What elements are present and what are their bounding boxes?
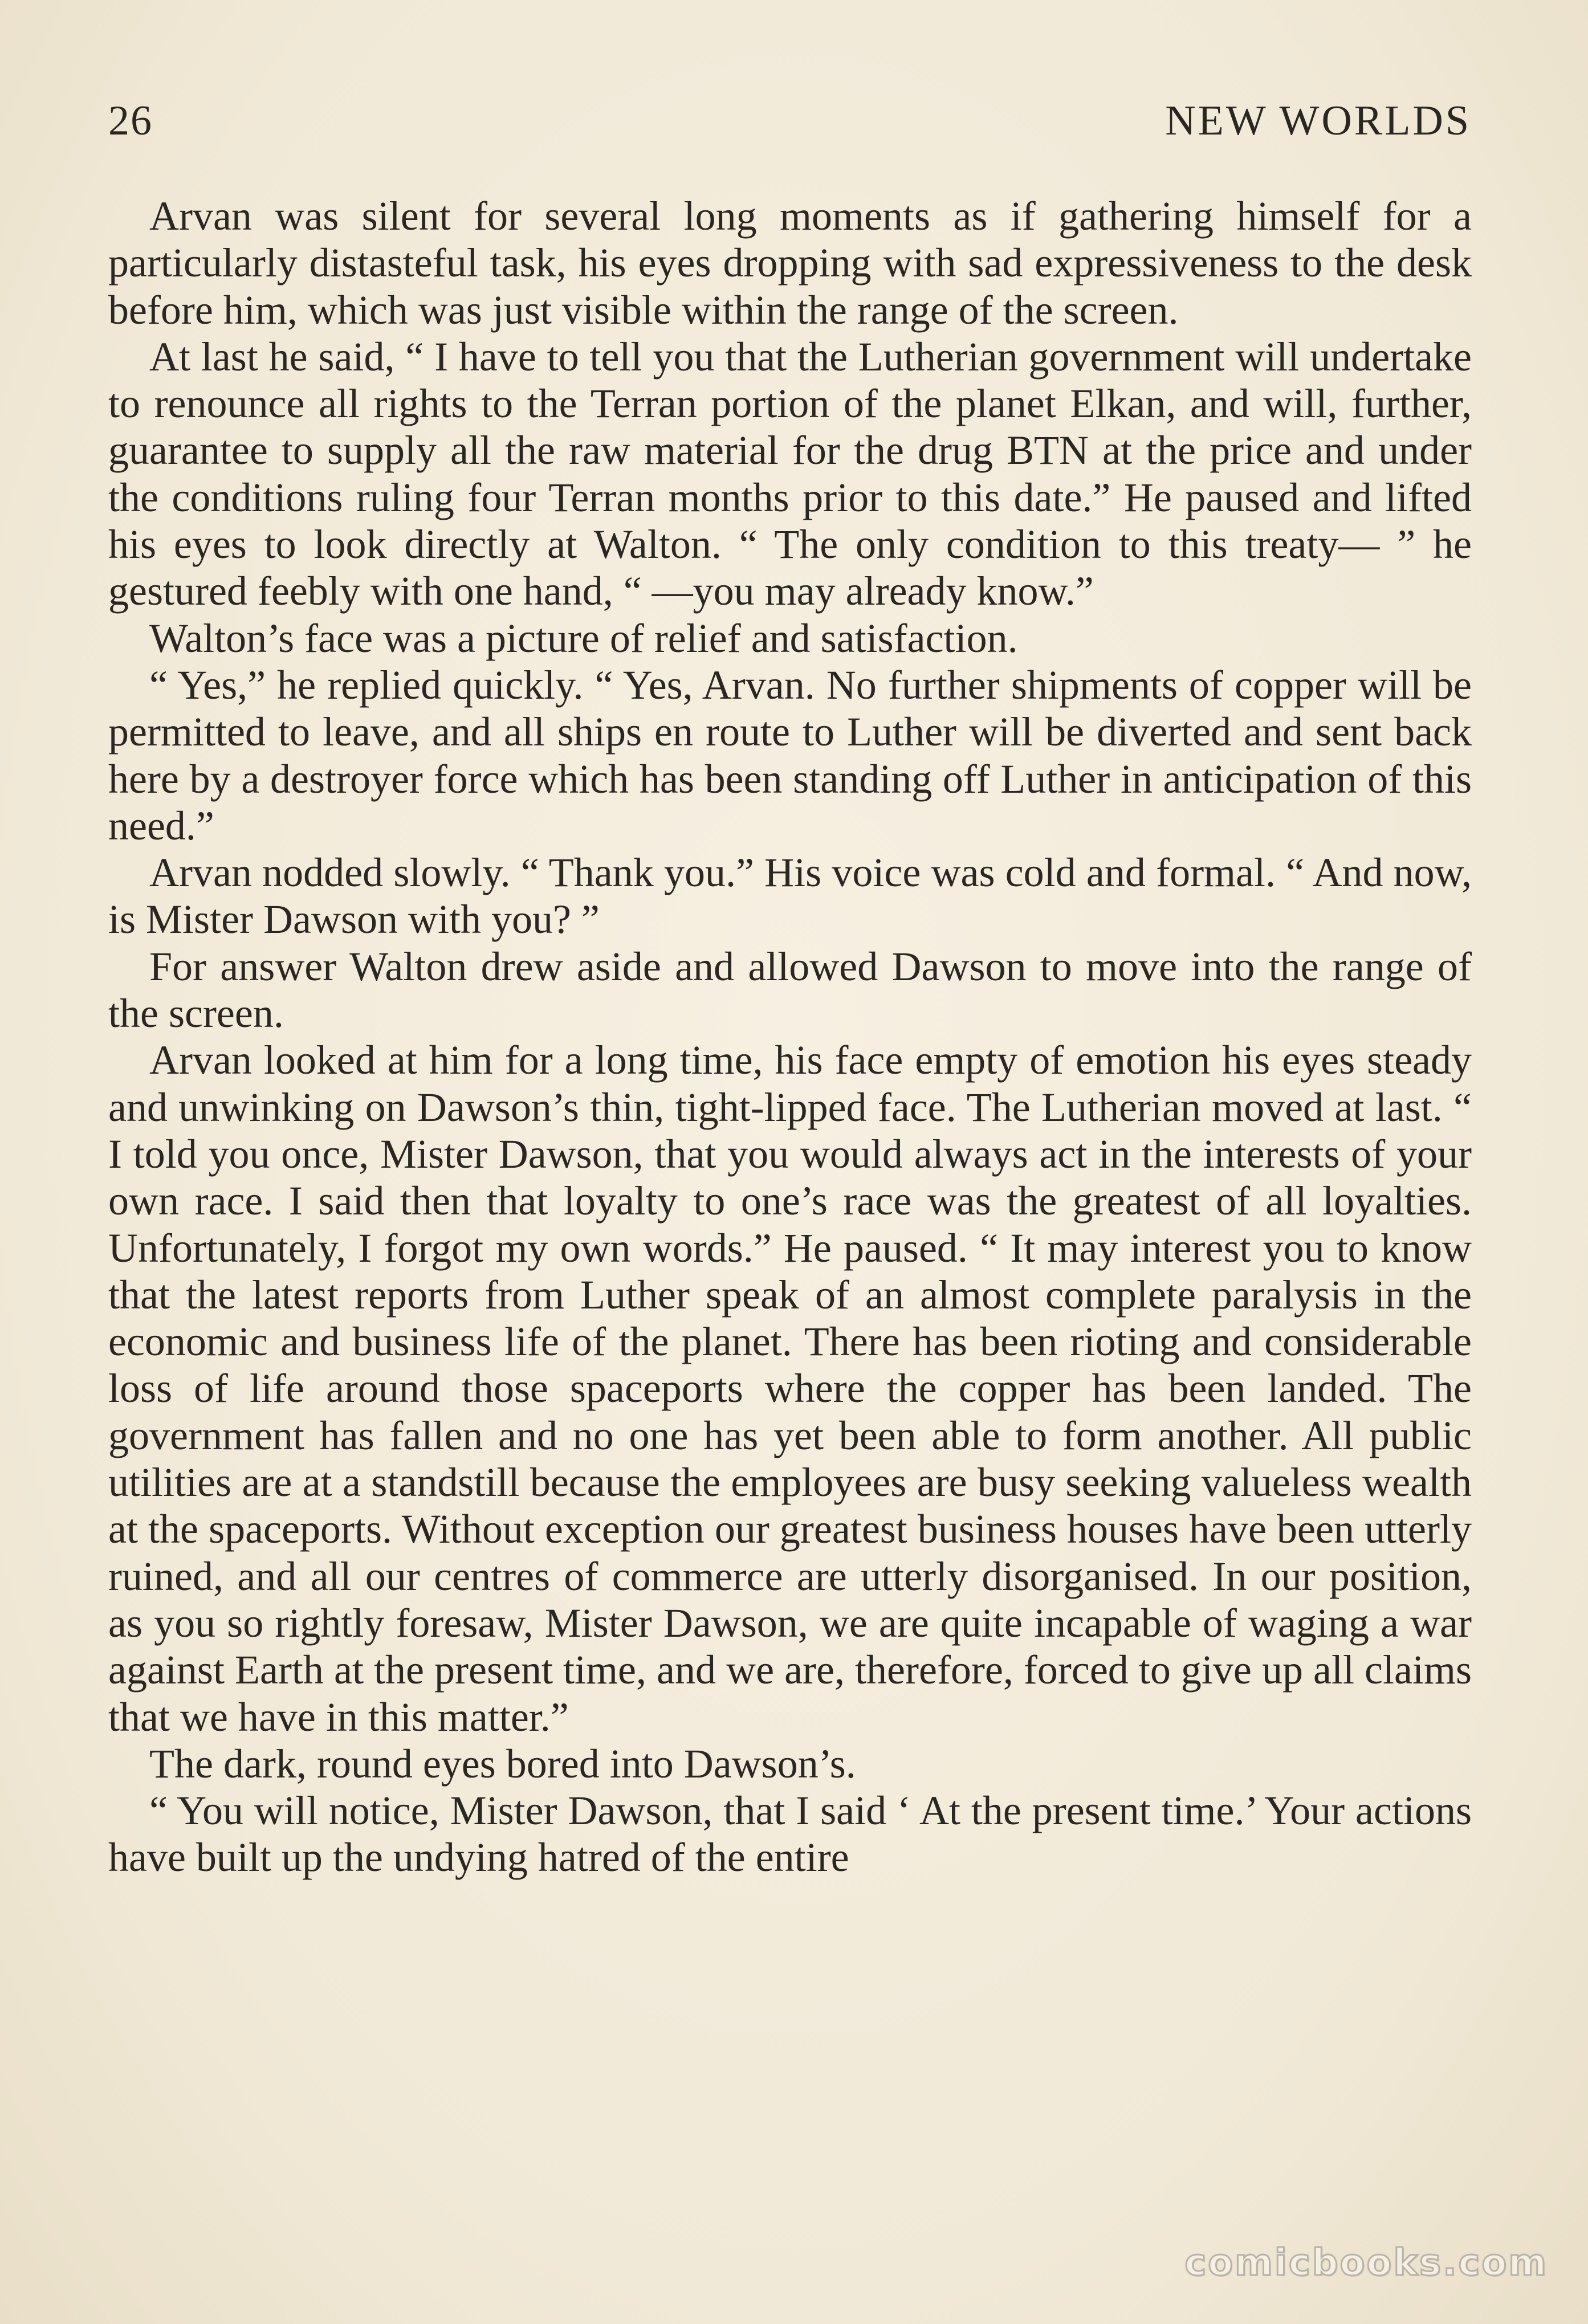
page-header	[108, 97, 1471, 160]
paragraph: The dark, round eyes bored into Dawson’s.	[149, 1740, 856, 1787]
running-head: NEW WORLDS	[1165, 97, 1471, 144]
paragraph: Arvan was silent for several long moments as if gathering himself for a particularly distasteful task, his eyes dropping with sad expressiveness to the desk before him, which was just visible within the range of the screen.	[108, 193, 1472, 333]
paragraph: “ Yes,” he replied quickly. “ Yes, Arvan. No further shipments of copper will be permitted to leave, and all ships en route to Luther will be diverted and sent back here by a destroyer force which has been standing off Luther in anticipation of this need.”	[108, 662, 1472, 849]
paragraph: Arvan looked at him for a long time, his face empty of emotion his eyes steady and unwinking on Dawson’s thin, tight-lipped face. The Lutherian moved at last. “ I told you once, Mister Dawson, that you would always act in the interests of your own race. I said then that loyalty to one’s race was the greatest of all loyalties. Unfortunately, I forgot my own words.” He paused. “ It may interest you to know that the latest reports from Luther speak of an almost complete paralysis in the economic and business life of the planet. There has been rioting and considerable loss of life around those spaceports where the copper has been landed. The government has fallen and no one has yet been able to form another. All public utilities are at a standstill because the employees are busy seeking valueless wealth at the spaceports. Without exception our greatest business houses have been utterly ruined, and all our centres of commerce are utterly disorganised. In our position, as you so rightly foresaw, Mister Dawson, we are quite incapable of waging a war against Earth at the present time, and we are, therefore, forced to give up all claims that we have in this matter.”	[108, 1037, 1472, 1740]
paragraph: Arvan nodded slowly. “ Thank you.” His voice was cold and formal. “ And now, is Mister Dawson with you? ”	[108, 850, 1472, 943]
paragraph: For answer Walton drew aside and allowed Dawson to move into the range of the screen.	[108, 943, 1472, 1037]
paragraph: “ You will notice, Mister Dawson, that I said ‘ At the present time.’ Your actions have built up the undying hatred of the entire	[108, 1788, 1472, 1881]
page-number: 26	[108, 97, 153, 144]
paragraph: Walton’s face was a picture of relief and satisfaction.	[149, 615, 1018, 661]
story-text	[108, 193, 1472, 1881]
site-watermark: comicbooks.com	[1184, 2242, 1548, 2284]
paragraph: At last he said, “ I have to tell you that the Lutherian government will undertake to renounce all rights to the Terran portion of the planet Elkan, and will, further, guarantee to supply all the raw material for the drug BTN at the price and under the conditions ruling four Terran months prior to this date.” He paused and lifted his eyes to look directly at Walton. “ The only condition to this treaty— ” he gestured feebly with one hand, “ —you may already know.”	[108, 333, 1472, 614]
